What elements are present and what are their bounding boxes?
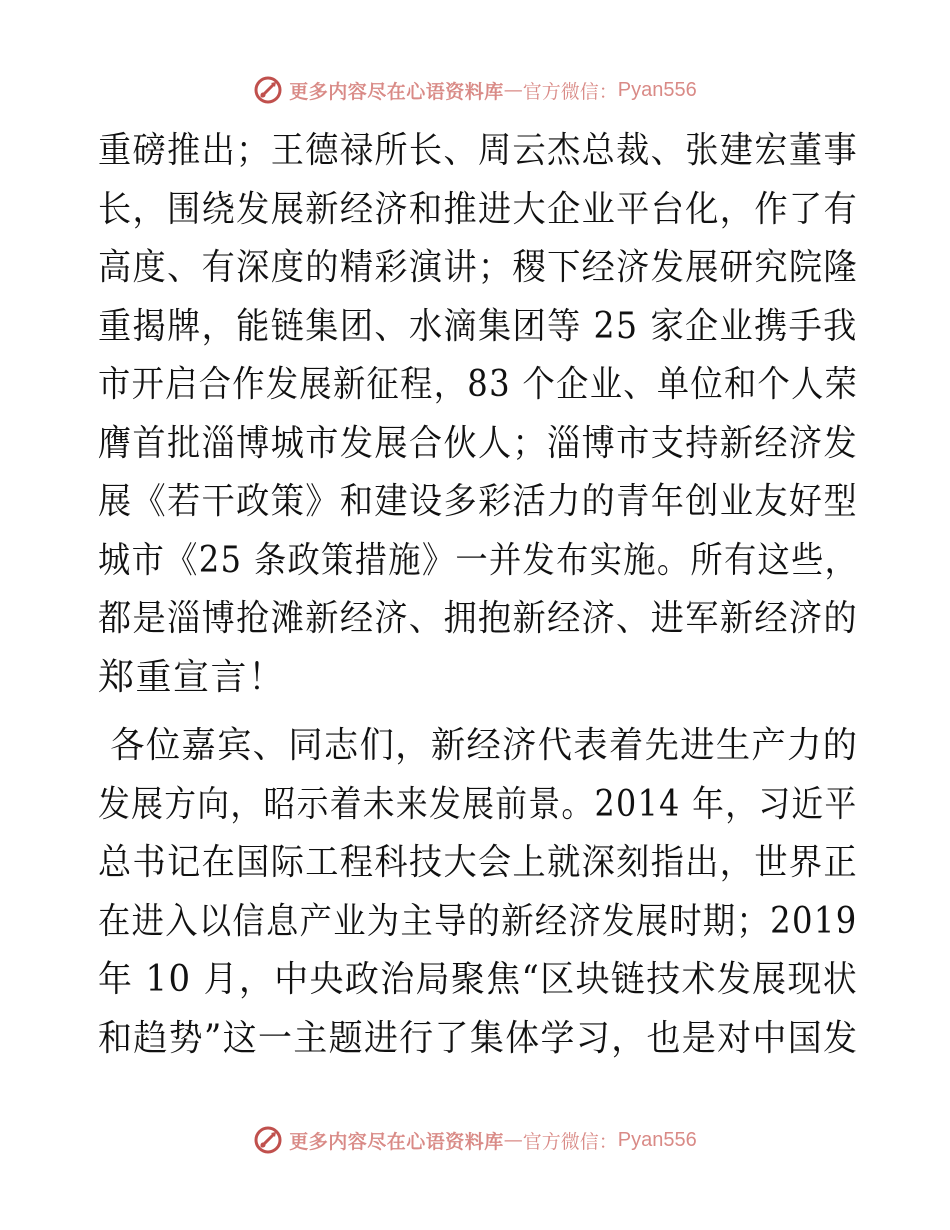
banner-title: 更多内容尽在心语资料库	[289, 80, 504, 103]
logo-icon	[253, 75, 283, 105]
text-line: 膺首批淄博城市发展合伙人；淄博市支持新经济发	[98, 422, 859, 464]
banner-wechat-label: 官方微信：	[522, 1130, 618, 1153]
document-body	[98, 122, 858, 1068]
banner-separator: —	[503, 1129, 523, 1151]
text-line: 总书记在国际工程科技大会上就深刻指出，世界正	[98, 842, 859, 883]
text-line: 和趋势”这一主题进行了集体学习，也是对中国发	[98, 1017, 859, 1059]
text-line: 城市《25 条政策措施》一并发布实施。所有这些，	[98, 539, 859, 581]
banner-wechat-id: Pyan556	[617, 78, 697, 101]
text-line: 重揭牌，能链集团、水滴集团等 25 家企业携手我	[98, 305, 858, 347]
text-line: 各位嘉宾、同志们，新经济代表着先进生产力的	[98, 725, 859, 766]
text-line: 发展方向，昭示着未来发展前景。2014 年，习近平	[98, 783, 858, 825]
text-line: 市开启合作发展新征程，83 个企业、单位和个人荣	[98, 364, 859, 405]
text-line: 展《若干政策》和建设多彩活力的青年创业友好型	[98, 481, 859, 522]
banner-wechat-label: 官方微信：	[522, 80, 618, 103]
logo-icon	[253, 1125, 283, 1155]
text-line: 重磅推出；王德禄所长、周云杰总裁、张建宏董事	[98, 130, 859, 171]
footer-banner	[0, 1122, 950, 1158]
text-line: 长，围绕发展新经济和推进大企业平台化，作了有	[98, 188, 859, 230]
paragraph	[98, 717, 858, 1068]
banner-wechat-id: Pyan556	[617, 1128, 697, 1151]
text-line: 都是淄博抢滩新经济、拥抱新经济、进军新经济的	[98, 598, 859, 639]
text-line: 高度、有深度的精彩演讲；稷下经济发展研究院隆	[98, 247, 859, 288]
banner-title: 更多内容尽在心语资料库	[289, 1130, 504, 1153]
text-line: 郑重宣言！	[98, 656, 286, 698]
header-banner	[0, 72, 950, 108]
text-line: 年 10 月，中央政治局聚焦“区块链技术发展现状	[98, 959, 859, 1000]
paragraph	[98, 122, 858, 707]
banner-separator: —	[503, 79, 523, 101]
text-line: 在进入以信息产业为主导的新经济发展时期；2019	[98, 900, 858, 942]
